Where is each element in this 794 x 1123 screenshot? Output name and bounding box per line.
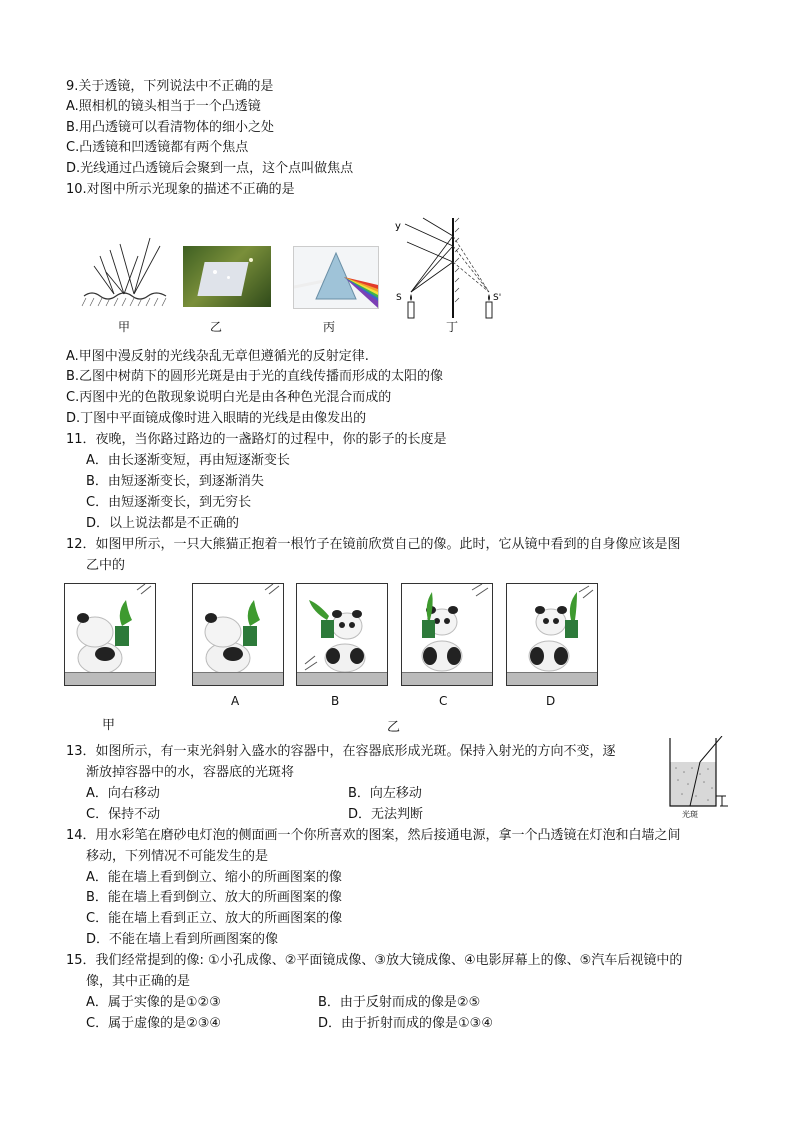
fig-label-jia: 甲 bbox=[118, 320, 131, 334]
q11-stem: 11．夜晚，当你路过路边的一盏路灯的过程中，你的影子的长度是 bbox=[66, 432, 447, 447]
q13-option-c: C．保持不动 bbox=[86, 807, 161, 822]
q9-option-b: B.用凸透镜可以看清物体的细小之处 bbox=[66, 120, 275, 135]
q15-option-a: A．属于实像的是①②③ bbox=[86, 995, 221, 1010]
panda-original-image bbox=[64, 583, 156, 686]
q10-option-b: B.乙图中树荫下的圆形光斑是由于光的直线传播而形成的太阳的像 bbox=[66, 369, 444, 384]
light-spot-label: 光斑 bbox=[682, 810, 698, 819]
q14-option-a: A．能在墙上看到倒立、缩小的所画图案的像 bbox=[86, 870, 342, 885]
q15-option-b: B．由于反射而成的像是②⑤ bbox=[318, 995, 481, 1010]
eye-label: y bbox=[395, 221, 401, 232]
q9-option-d: D.光线通过凸透镜后会聚到一点，这个点叫做焦点 bbox=[66, 161, 354, 176]
option-d-label: D bbox=[546, 694, 556, 708]
q13-option-b: B．向左移动 bbox=[348, 786, 422, 801]
q10-option-a: A.甲图中漫反射的光线杂乱无章但遵循光的反射定律. bbox=[66, 349, 369, 364]
option-b-label: B bbox=[331, 694, 340, 708]
q12-stem-line1: 12．如图甲所示，一只大熊猫正抱着一根竹子在镜前欣赏自己的像。此时，它从镜中看到的自身像应该是图 bbox=[66, 537, 681, 552]
q11-option-b: B．由短逐渐变长，到逐渐消失 bbox=[86, 474, 264, 489]
q9-option-c: C.凸透镜和凹透镜都有两个焦点 bbox=[66, 140, 249, 155]
option-a-label: A bbox=[231, 694, 240, 708]
image-label: S' bbox=[493, 293, 502, 303]
plane-mirror-figure bbox=[393, 214, 505, 322]
panda-option-a-image bbox=[192, 583, 284, 686]
fig-label-yi-panda: 乙 bbox=[387, 720, 401, 735]
q13-option-a: A．向右移动 bbox=[86, 786, 160, 801]
q15-stem-line2: 像，其中正确的是 bbox=[86, 974, 191, 989]
fig-label-jia-panda: 甲 bbox=[102, 718, 116, 733]
fig-label-bing: 丙 bbox=[323, 320, 336, 334]
q9-option-a: A.照相机的镜头相当于一个凸透镜 bbox=[66, 99, 261, 114]
option-c-label: C bbox=[439, 694, 448, 708]
panda-option-c-image bbox=[401, 583, 493, 686]
q14-option-b: B．能在墙上看到倒立、放大的所画图案的像 bbox=[86, 890, 342, 905]
q15-stem-line1: 15．我们经常提到的像: ①小孔成像、②平面镜成像、③放大镜成像、④电影屏幕上的像、⑤汽车后视镜中的 bbox=[66, 953, 683, 968]
prism-dispersion-figure bbox=[293, 246, 379, 309]
q15-option-d: D．由于折射而成的像是①③④ bbox=[318, 1016, 493, 1031]
q11-option-d: D．以上说法都是不正确的 bbox=[86, 516, 240, 531]
fig-label-ding: 丁 bbox=[446, 320, 459, 334]
q11-option-a: A．由长逐渐变短，再由短逐渐变长 bbox=[86, 453, 290, 468]
q14-stem-line2: 移动，下列情况不可能发生的是 bbox=[86, 849, 269, 864]
q11-option-c: C．由短逐渐变长，到无穷长 bbox=[86, 495, 252, 510]
q10-stem: 10.对图中所示光现象的描述不正确的是 bbox=[66, 182, 295, 197]
q14-option-d: D．不能在墙上看到所画图案的像 bbox=[86, 932, 279, 947]
q13-option-d: D．无法判断 bbox=[348, 807, 424, 822]
diffuse-reflection-figure bbox=[80, 236, 170, 310]
q12-stem-line2: 乙中的 bbox=[86, 558, 126, 573]
source-label: S bbox=[396, 293, 402, 303]
panda-option-b-image bbox=[296, 583, 388, 686]
water-container-figure bbox=[666, 736, 732, 820]
q13-stem-line1: 13．如图所示，有一束光斜射入盛水的容器中，在容器底形成光斑。保持入射光的方向不变，逐 bbox=[66, 744, 616, 759]
light-spots-photo bbox=[183, 246, 271, 307]
panda-option-d-image bbox=[506, 583, 598, 686]
q13-stem-line2: 渐放掉容器中的水，容器底的光斑将 bbox=[86, 765, 295, 780]
q14-option-c: C．能在墙上看到正立、放大的所画图案的像 bbox=[86, 911, 343, 926]
fig-label-yi: 乙 bbox=[210, 320, 223, 334]
q14-stem-line1: 14．用水彩笔在磨砂电灯泡的侧面画一个你所喜欢的图案，然后接通电源，拿一个凸透镜在灯泡和白墙之间 bbox=[66, 828, 681, 843]
q10-option-c: C.丙图中光的色散现象说明白光是由各种色光混合而成的 bbox=[66, 390, 392, 405]
q10-option-d: D.丁图中平面镜成像时进入眼睛的光线是由像发出的 bbox=[66, 411, 367, 426]
q15-option-c: C．属于虚像的是②③④ bbox=[86, 1016, 222, 1031]
q9-stem: 9.关于透镜，下列说法中不正确的是 bbox=[66, 79, 274, 94]
